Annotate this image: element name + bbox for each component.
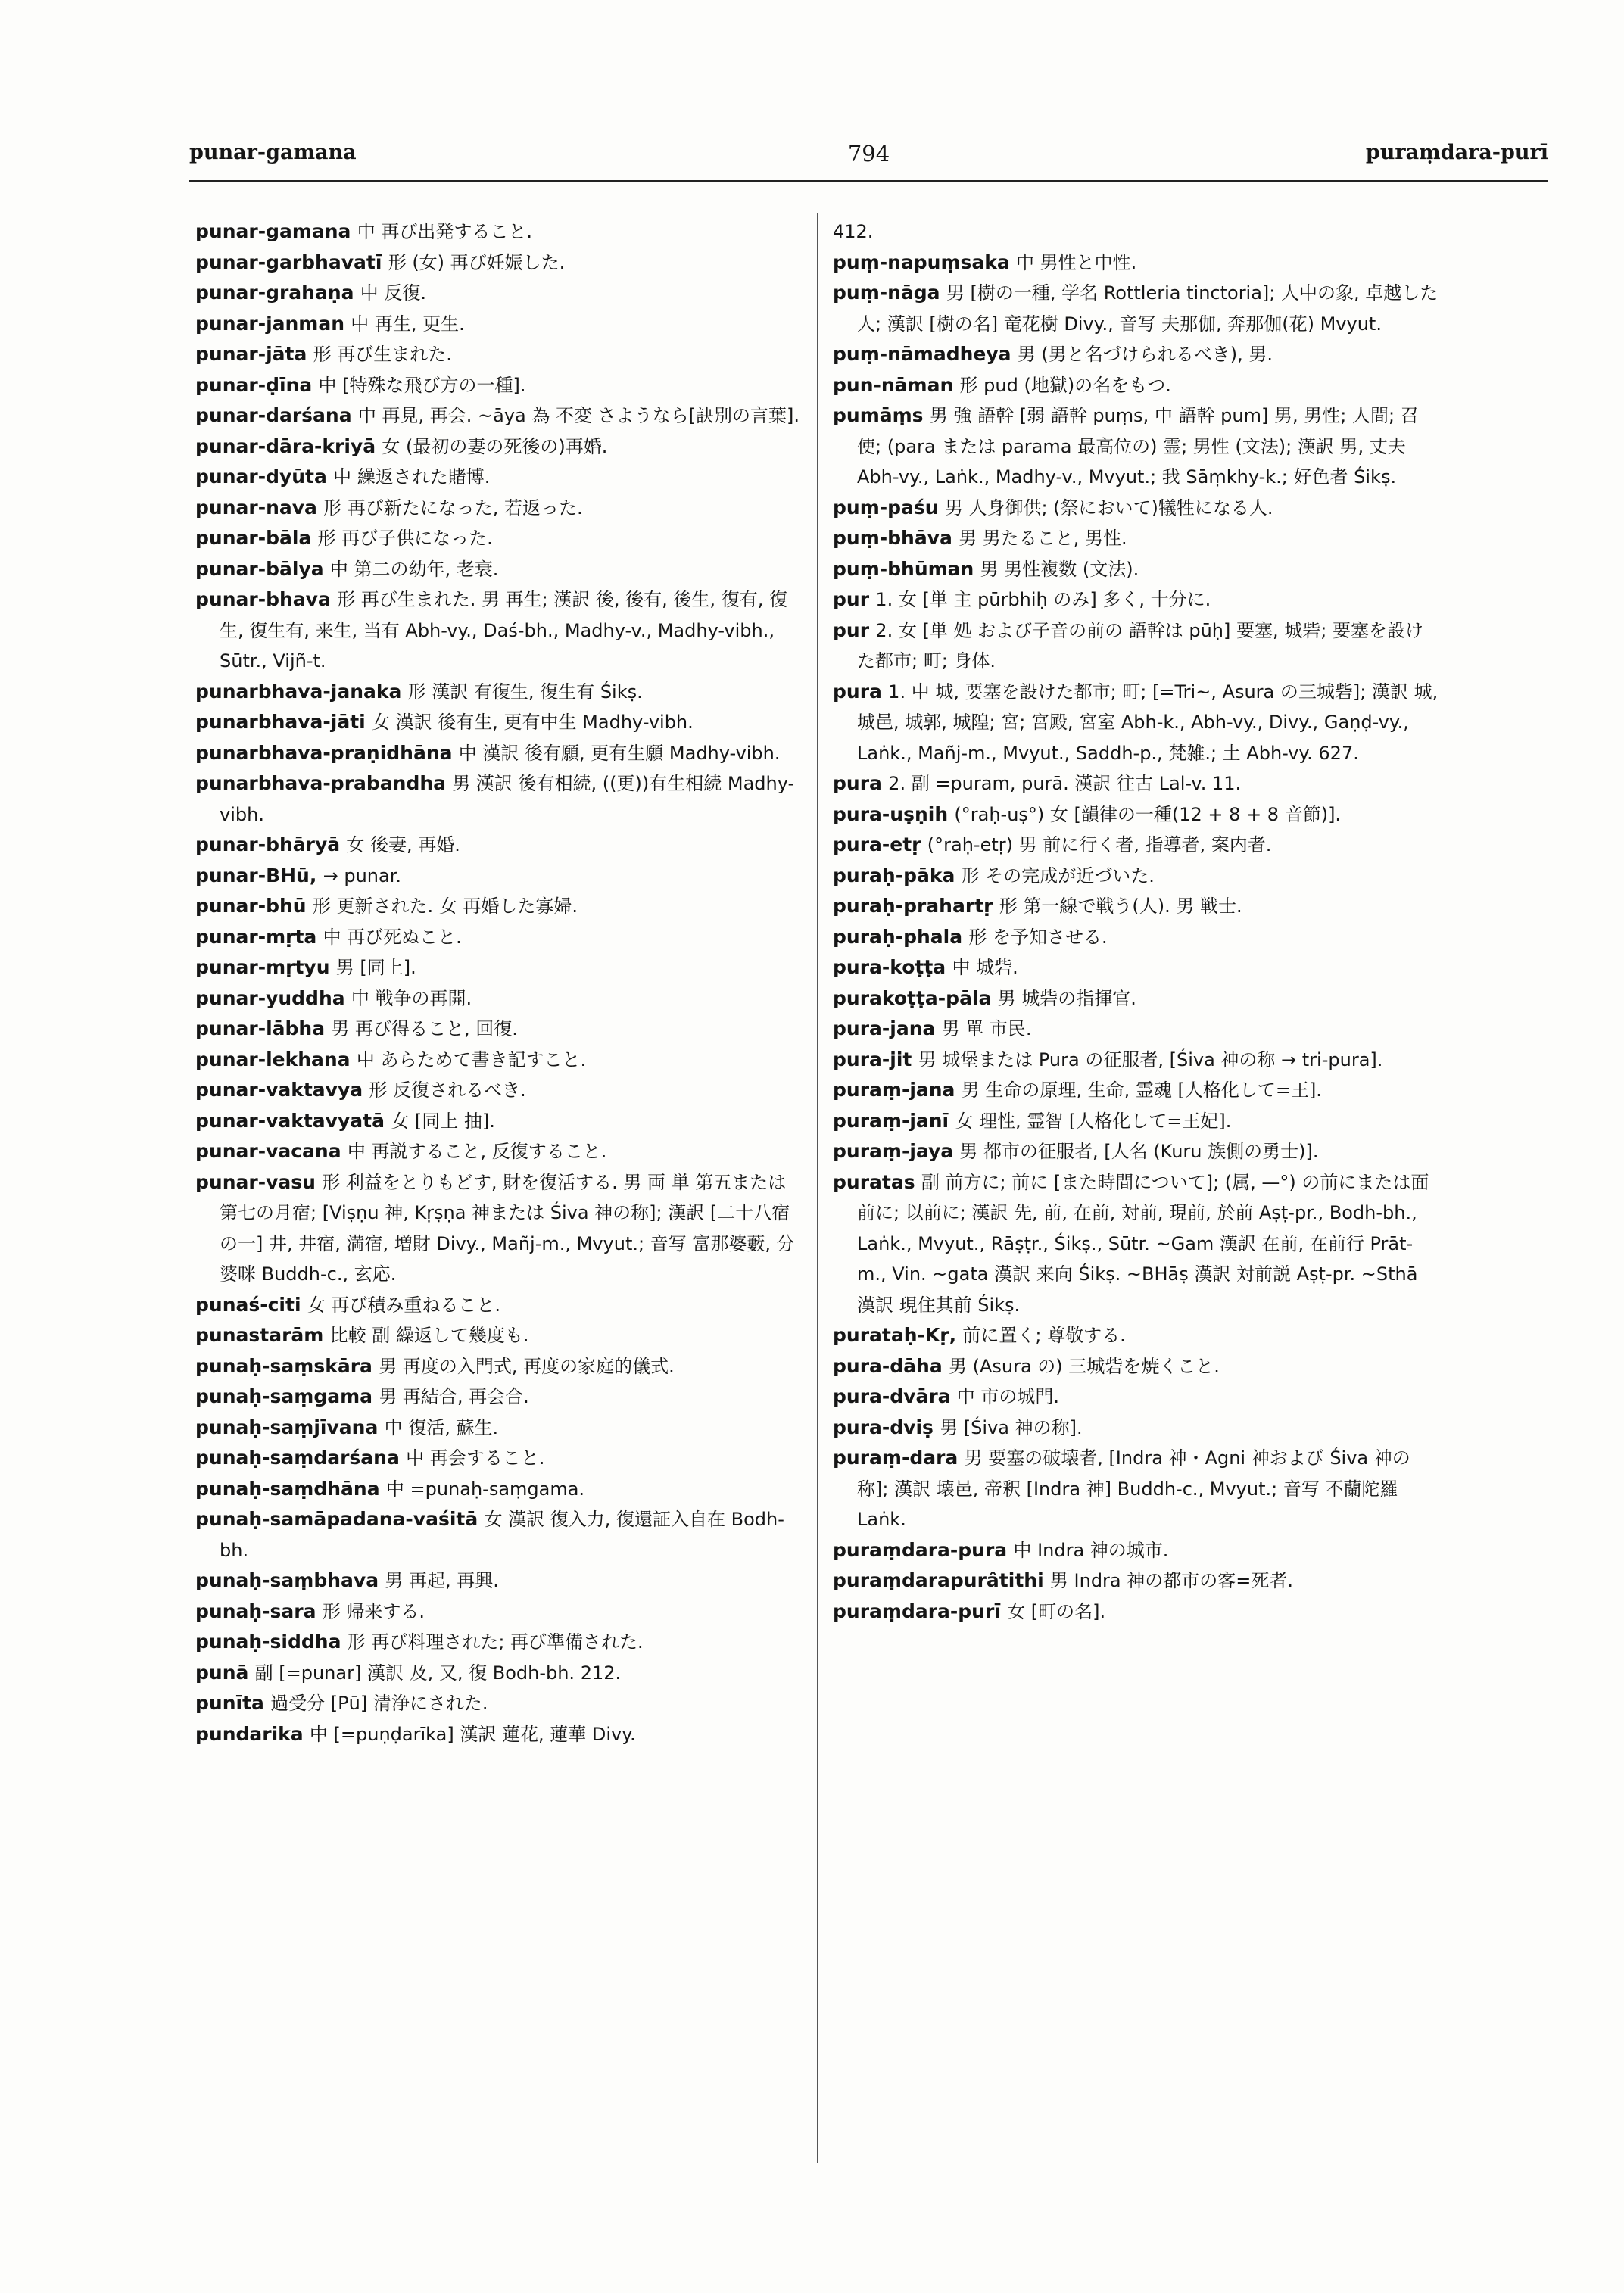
headword: punarbhava-prabandha xyxy=(195,772,447,794)
dictionary-entry xyxy=(833,1535,1439,1566)
headword: pumāṃs xyxy=(833,404,924,426)
dictionary-entry xyxy=(195,1382,801,1413)
definition: 形 再び子供になった. xyxy=(317,528,493,549)
dictionary-entry xyxy=(833,1351,1439,1382)
definition: 形 漢訳 有復生, 復生有 Śikṣ. xyxy=(407,681,643,703)
headword: punar-BHū, xyxy=(195,864,317,886)
headword: puraḥ-pāka xyxy=(833,864,955,886)
definition: 男 漢訳 後有相続, ((更))有生相続 Madhy-vibh. xyxy=(220,773,795,825)
headword: pun-nāman xyxy=(833,373,954,396)
dictionary-entry xyxy=(195,1413,801,1444)
headword: punar-garbhavatī xyxy=(195,251,382,273)
headword: punar-vaktavyatā xyxy=(195,1109,385,1132)
definition: 男 城堡または Pura の征服者, [Śiva 神の称 → tri-pura]. xyxy=(918,1048,1383,1070)
headword: punar-mṛta xyxy=(195,925,317,948)
definition: 女 (最初の妻の死後の)再婚. xyxy=(382,435,608,457)
dictionary-entry xyxy=(833,400,1439,493)
dictionary-entry xyxy=(195,493,801,524)
headword: punar-grahaṇa xyxy=(195,282,354,304)
definition: 中 [=puṇḍarīka] 漢訳 蓮花, 蓮華 Divy. xyxy=(309,1723,636,1745)
dictionary-entry xyxy=(195,922,801,953)
headword: punar-jāta xyxy=(195,343,307,365)
headword: purataḥ-Kṛ, xyxy=(833,1324,957,1346)
definition: 副 前方に; 前に [また時間について]; (属, —°) の前にまたは面前に; 以前に; 漢訳 先, 前, 在前, 対前, 現前, 於前 Aṣṭ-pr., Bodh-bh., Laṅk., Mvyut., Rāṣṭr., Śikṣ., Sūtr. ~Gam 漢訳 在前, 在前行 Prāt-m., Vin. ~gata 漢訳 来向 Śikṣ. ~BHāṣ 漢訳 対前説 Aṣṭ-pr. ~Sthā 漢訳 現住其前 Śikṣ. xyxy=(857,1171,1429,1316)
definition: 2. 副 =puram, purā. 漢訳 往古 Lal-v. 11. xyxy=(888,773,1242,794)
dictionary-entry xyxy=(833,1045,1439,1076)
definition: 中 市の城門. xyxy=(956,1386,1060,1407)
dictionary-entry xyxy=(195,339,801,370)
headword: punaḥ-saṃgama xyxy=(195,1385,373,1407)
dictionary-entry xyxy=(833,830,1439,861)
definition: 男 [樹の一種, 学名 Rottleria tinctoria]; 人中の象, 卓越した人; 漢訳 [樹の名] 竜花樹 Divy., 音写 夫那伽, 奔那伽(花) Mvyut. xyxy=(857,282,1439,335)
dictionary-entry xyxy=(833,768,1439,799)
headword: punaḥ-saṃskāra xyxy=(195,1354,372,1377)
right-column xyxy=(833,217,1439,1627)
definition: 中 再会すること. xyxy=(406,1447,545,1469)
definition: 中 Indra 神の城市. xyxy=(1013,1539,1169,1561)
headword: punar-dāra-kriyā xyxy=(195,435,376,457)
headword: puraṃ-dara xyxy=(833,1447,959,1469)
dictionary-entry xyxy=(195,891,801,922)
left-column xyxy=(195,217,801,1749)
definition: 2. 女 [単 処 および子音の前の 語幹は pūḥ] 要塞, 城砦; 要塞を設けた都市; 町; 身体. xyxy=(857,619,1423,671)
definition: 男 人身御供; (祭において)犠牲になる人. xyxy=(944,497,1273,519)
page-number: 794 xyxy=(847,141,890,167)
dictionary-entry xyxy=(833,952,1439,983)
headword: puṃ-paśu xyxy=(833,496,939,519)
definition: 形 を予知させる. xyxy=(968,926,1108,948)
definition: 形 再び料理された; 再び準備された. xyxy=(347,1631,644,1653)
headword: punar-vaktavya xyxy=(195,1079,363,1101)
headword: pura-koṭṭa xyxy=(833,956,946,978)
dictionary-entry xyxy=(195,768,801,830)
definition: 男 再び得ること, 回復. xyxy=(331,1018,518,1039)
definition: 中 再び死ぬこと. xyxy=(323,926,462,948)
definition: 女 [同上 抽]. xyxy=(391,1110,495,1132)
definition: 形 再び生まれた. 男 再生; 漢訳 後, 後有, 後生, 復有, 復生, 復生有, 来生, 当有 Abh-vy., Daś-bh., Madhy-v., Madhy-vibh., Sūtr., Vijñ-t. xyxy=(220,589,787,671)
headword: puṃ-bhāva xyxy=(833,527,952,549)
dictionary-entry xyxy=(195,1443,801,1474)
definition: 形 その完成が近づいた. xyxy=(961,865,1155,886)
headword: pura-jana xyxy=(833,1017,936,1039)
headword: punar-ḍīna xyxy=(195,373,313,396)
dictionary-entry xyxy=(195,1474,801,1505)
dictionary-entry xyxy=(195,1504,801,1566)
headword: punarbhava-jāti xyxy=(195,711,366,733)
headword: punarbhava-praṇidhāna xyxy=(195,741,453,764)
dictionary-entry xyxy=(195,1627,801,1658)
dictionary-entry xyxy=(833,1382,1439,1413)
dictionary-entry xyxy=(833,983,1439,1014)
dictionary-entry xyxy=(195,431,801,463)
definition: 過受分 [Pū] 清浄にされた. xyxy=(270,1693,488,1714)
dictionary-entry xyxy=(833,339,1439,370)
headword: puraṃ-jana xyxy=(833,1079,955,1101)
dictionary-entry xyxy=(195,983,801,1014)
definition: 形 pud (地獄)の名をもつ. xyxy=(959,374,1171,396)
dictionary-entry xyxy=(195,677,801,708)
dictionary-entry xyxy=(195,278,801,309)
dictionary-entry xyxy=(833,217,1439,248)
dictionary-entry xyxy=(195,1167,801,1290)
dictionary-entry xyxy=(833,615,1439,677)
dictionary-entry xyxy=(833,1413,1439,1444)
dictionary-entry xyxy=(195,1075,801,1106)
headword: pura-etṛ xyxy=(833,833,921,855)
dictionary-entry xyxy=(195,707,801,738)
definition: 中 再生, 更生. xyxy=(351,313,465,335)
headword: punar-bhāryā xyxy=(195,833,341,855)
headword: punar-lekhana xyxy=(195,1048,351,1070)
definition: 男 (Asura の) 三城砦を焼くこと. xyxy=(948,1355,1220,1377)
definition: 1. 女 [単 主 pūrbhiḥ のみ] 多く, 十分に. xyxy=(875,589,1211,610)
definition: 女 漢訳 復入力, 復還証入自在 Bodh-bh. xyxy=(220,1509,784,1561)
dictionary-entry xyxy=(195,523,801,554)
dictionary-entry xyxy=(195,861,801,892)
headword: pura xyxy=(833,680,882,703)
headword: punar-lābha xyxy=(195,1017,326,1039)
definition: 形 更新された. 女 再婚した寡婦. xyxy=(312,896,578,917)
definition: → punar. xyxy=(323,865,402,886)
headword: punaḥ-samāpadana-vaśitā xyxy=(195,1508,478,1530)
headword: punar-bhava xyxy=(195,588,331,610)
dictionary-entry xyxy=(195,584,801,677)
definition: 中 漢訳 後有願, 更有生願 Madhy-vibh. xyxy=(458,742,781,764)
definition: 中 再説すること, 反復すること. xyxy=(347,1141,607,1162)
headword: puratas xyxy=(833,1170,915,1193)
definition: (°raḥ-etṛ) 男 前に行く者, 指導者, 案内者. xyxy=(927,834,1272,855)
definition: (°raḥ-uṣ°) 女 [韻律の一種(12 + 8 + 8 音節)]. xyxy=(954,803,1342,825)
definition: 形 利益をとりもどす, 財を復活する. 男 両 単 第五または第七の月宿; [Viṣṇu 神, Kṛṣṇa 神または Śiva 神の称]; 漢訳 [二十八宿の一] 井, 井宿, 満宿, 増財 Divy., Mañj-m., Mvyut.; 音写 富那婆藪, 分婆咪 Buddh-c., 玄応. xyxy=(220,1171,795,1285)
definition: 男 城砦の指揮官. xyxy=(997,987,1136,1009)
headword: punar-bāla xyxy=(195,527,312,549)
dictionary-entry xyxy=(833,370,1439,401)
headword: punar-vacana xyxy=(195,1140,341,1162)
definition: 男 強 語幹 [弱 語幹 puṃs, 中 語幹 pum] 男, 男性; 人間; 召使; (para または parama 最高位の) 霊; 男性 (文法); 漢訳 男, 丈夫 Abh-vy., Laṅk., Madhy-v., Mvyut.; 我 Sāṃkhy-k.; 好色者 Śikṣ. xyxy=(857,405,1419,488)
definition: 男 Indra 神の都市の客=死者. xyxy=(1049,1570,1293,1591)
headword: puraṃdara-pura xyxy=(833,1538,1008,1561)
headword: pura-dāha xyxy=(833,1354,943,1377)
dictionary-entry xyxy=(833,1167,1439,1321)
right-guide-word: puraṃdara-purī xyxy=(1365,141,1548,164)
headword: puraṃ-jaya xyxy=(833,1140,954,1162)
headword: puṃ-nāga xyxy=(833,282,940,304)
headword: punar-bālya xyxy=(195,557,324,580)
headword: punar-mṛtyu xyxy=(195,956,330,978)
headword: pura-dvāra xyxy=(833,1385,951,1407)
definition: 中 城砦. xyxy=(952,957,1018,978)
definition: 中 再び出発すること. xyxy=(357,221,532,242)
definition: 女 後妻, 再婚. xyxy=(346,834,460,855)
headword: puraṃdara-purī xyxy=(833,1600,1001,1622)
headword: pundarika xyxy=(195,1722,304,1745)
dictionary-entry xyxy=(195,217,801,248)
definition: 中 あらためて書き記すこと. xyxy=(356,1048,587,1070)
definition: 中 男性と中性. xyxy=(1016,251,1137,273)
dictionary-entry xyxy=(833,1014,1439,1045)
dictionary-entry xyxy=(195,1106,801,1137)
dictionary-entry xyxy=(195,1719,801,1750)
definition: 形 反復されるべき. xyxy=(369,1080,526,1101)
dictionary-entry xyxy=(195,1658,801,1689)
dictionary-entry xyxy=(195,1014,801,1045)
dictionary-entry xyxy=(195,830,801,861)
dictionary-entry xyxy=(195,1566,801,1597)
dictionary-entry xyxy=(195,952,801,983)
definition: 中 反復. xyxy=(360,282,427,304)
definition: 男 都市の征服者, [人名 (Kuru 族側の勇士)]. xyxy=(959,1141,1319,1162)
headword: punar-bhū xyxy=(195,895,307,917)
dictionary-entry xyxy=(195,462,801,493)
headword: punastarām xyxy=(195,1324,324,1346)
dictionary-entry xyxy=(195,1351,801,1382)
dictionary-entry xyxy=(195,400,801,431)
column-divider xyxy=(817,213,818,2163)
headword: punaś-citi xyxy=(195,1293,301,1316)
dictionary-entry xyxy=(833,861,1439,892)
headword: punaḥ-siddha xyxy=(195,1631,341,1653)
dictionary-entry xyxy=(833,891,1439,922)
definition: 男 再起, 再興. xyxy=(385,1570,499,1591)
headword: puṃ-bhūman xyxy=(833,557,974,580)
headword: punar-darśana xyxy=(195,404,352,426)
headword: punar-janman xyxy=(195,312,345,335)
running-head xyxy=(189,141,1548,171)
definition: 男 再度の入門式, 再度の家庭的儀式. xyxy=(379,1355,675,1377)
headword: puraṃdarapurâtithi xyxy=(833,1569,1044,1591)
definition: 前に置く; 尊敬する. xyxy=(962,1325,1126,1346)
definition: 中 [特殊な飛び方の一種]. xyxy=(318,374,526,396)
headword: puraḥ-prahartṛ xyxy=(833,895,993,917)
headword: punīta xyxy=(195,1692,264,1714)
headword: punar-gamana xyxy=(195,220,351,242)
dictionary-entry xyxy=(833,1075,1439,1106)
dictionary-entry xyxy=(195,1688,801,1719)
dictionary-entry xyxy=(833,493,1439,524)
dictionary-entry xyxy=(833,799,1439,830)
definition: 412. xyxy=(833,221,874,242)
definition: 女 理性, 霊智 [人格化して=王妃]. xyxy=(955,1110,1232,1132)
definition: 男 [Śiva 神の称]. xyxy=(940,1416,1083,1438)
dictionary-entry xyxy=(195,248,801,279)
definition: 男 再結合, 再会合. xyxy=(379,1386,529,1407)
headword: pura-uṣṇih xyxy=(833,802,949,825)
definition: 中 戦争の再開. xyxy=(351,987,472,1009)
headword: punaḥ-saṃbhava xyxy=(195,1569,379,1591)
definition: 形 再び新たになった, 若返った. xyxy=(323,497,583,519)
dictionary-entry xyxy=(833,1106,1439,1137)
definition: 形 再び生まれた. xyxy=(313,344,452,365)
dictionary-entry xyxy=(833,1136,1439,1167)
headword: punarbhava-janaka xyxy=(195,680,402,703)
headword: puṃ-napuṃsaka xyxy=(833,251,1010,273)
headword: puṃ-nāmadheya xyxy=(833,343,1011,365)
dictionary-entry xyxy=(195,554,801,585)
dictionary-entry xyxy=(195,1290,801,1321)
definition: 1. 中 城, 要塞を設けた都市; 町; [=Tri~, Asura の三城砦]; 漢訳 城, 城邑, 城郭, 城隍; 宮; 宮殿, 宮室 Abh-k., Abh-vy., Divy., Gaṇḍ-vy., Laṅk., Mañj-m., Mvyut., Saddh-p., 梵雑.; 土 Abh-vy. 627. xyxy=(857,681,1439,764)
dictionary-entry xyxy=(833,584,1439,615)
dictionary-entry xyxy=(195,1045,801,1076)
definition: 男 單 市民. xyxy=(941,1018,1032,1039)
headword: punaḥ-saṃdhāna xyxy=(195,1477,380,1500)
dictionary-entry xyxy=(195,1136,801,1167)
definition: 形 (女) 再び妊娠した. xyxy=(388,251,566,273)
definition: 男 男性複数 (文法). xyxy=(980,558,1139,580)
dictionary-entry xyxy=(833,554,1439,585)
dictionary-entry xyxy=(833,677,1439,769)
definition: 中 第二の幼年, 老衰. xyxy=(329,558,499,580)
definition: 形 第一線で戦う(人). 男 戦士. xyxy=(999,896,1242,917)
dictionary-entry xyxy=(833,1443,1439,1535)
headword: punaḥ-saṃjīvana xyxy=(195,1416,379,1438)
dictionary-entry xyxy=(195,1320,801,1351)
definition: 中 =punaḥ-saṃgama. xyxy=(385,1478,585,1500)
definition: 男 男たること, 男性. xyxy=(959,528,1127,549)
headword: puraḥ-phala xyxy=(833,925,963,948)
definition: 女 漢訳 後有生, 更有中生 Madhy-vibh. xyxy=(372,712,694,733)
headword: punaḥ-sara xyxy=(195,1600,316,1622)
definition: 中 復活, 蘇生. xyxy=(384,1416,499,1438)
definition: 女 [町の名]. xyxy=(1007,1600,1106,1622)
headword: punā xyxy=(195,1661,249,1684)
dictionary-entry xyxy=(833,278,1439,339)
headword: punar-yuddha xyxy=(195,986,345,1009)
definition: 中 繰返された賭博. xyxy=(333,466,491,488)
headword: punar-dyūta xyxy=(195,466,327,488)
headword: pura-dviṣ xyxy=(833,1416,934,1438)
headword: punar-nava xyxy=(195,496,317,519)
headword: purakoṭṭa-pāla xyxy=(833,986,992,1009)
dictionary-entry xyxy=(195,1597,801,1628)
headword: pura xyxy=(833,772,882,794)
dictionary-entry xyxy=(195,370,801,401)
definition: 副 [=punar] 漢訳 及, 又, 復 Bodh-bh. 212. xyxy=(254,1662,622,1684)
definition: 男 (男と名づけられるべき), 男. xyxy=(1017,344,1273,365)
definition: 中 再見, 再会. ~āya 為 不変 さようなら[訣別の言葉]. xyxy=(357,405,800,426)
header-rule xyxy=(189,180,1548,182)
headword: pur xyxy=(833,618,870,641)
headword: pur xyxy=(833,588,870,610)
definition: 男 [同上]. xyxy=(335,957,416,978)
definition: 男 生命の原理, 生命, 霊魂 [人格化して=王]. xyxy=(961,1080,1322,1101)
definition: 比較 副 繰返して幾度も. xyxy=(329,1325,529,1346)
dictionary-entry xyxy=(833,922,1439,953)
dictionary-entry xyxy=(195,738,801,769)
definition: 男 要塞の破壊者, [Indra 神・Agni 神および Śiva 神の称]; 漢訳 壊邑, 帝釈 [Indra 神] Buddh-c., Mvyut.; 音写 不蘭陀羅 Laṅk. xyxy=(857,1447,1410,1530)
dictionary-entry xyxy=(833,1320,1439,1351)
headword: puraṃ-janī xyxy=(833,1109,949,1132)
definition: 形 帰来する. xyxy=(322,1600,425,1622)
dictionary-entry xyxy=(833,523,1439,554)
headword: punaḥ-saṃdarśana xyxy=(195,1447,400,1469)
headword: punar-vasu xyxy=(195,1170,316,1193)
dictionary-entry xyxy=(833,1597,1439,1628)
left-guide-word: punar-gamana xyxy=(189,141,357,164)
dictionary-entry xyxy=(195,309,801,340)
headword: pura-jit xyxy=(833,1048,912,1070)
dictionary-entry xyxy=(833,248,1439,279)
dictionary-entry xyxy=(833,1566,1439,1597)
definition: 女 再び積み重ねること. xyxy=(307,1294,501,1316)
